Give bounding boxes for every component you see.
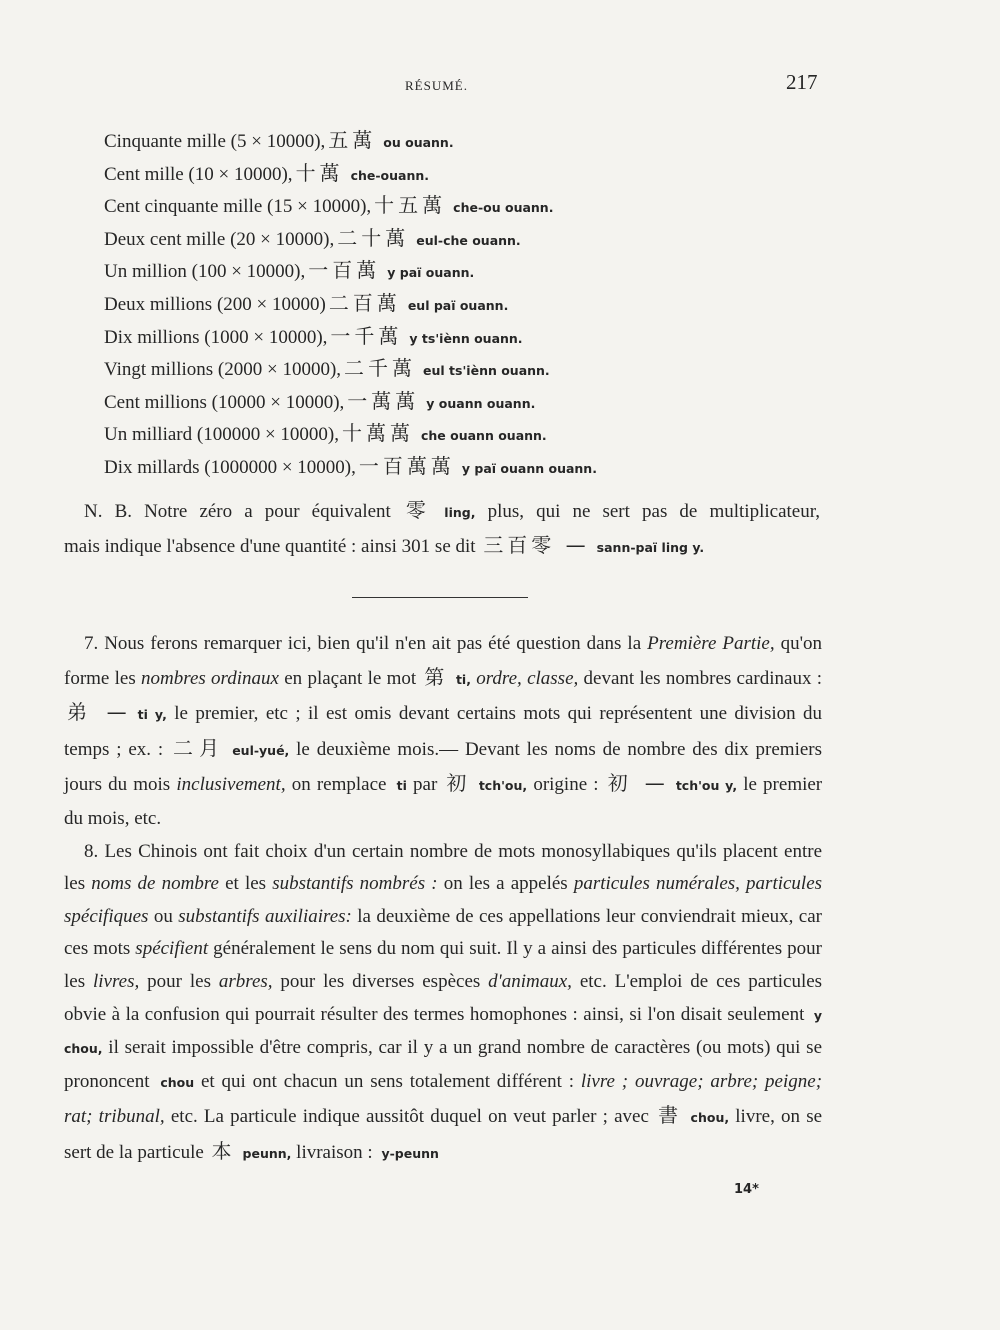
chinese-characters: 一百萬: [308, 258, 381, 283]
number-row: [104, 320, 844, 353]
text-run: ou: [153, 905, 173, 927]
text-run: on les a appelés: [443, 873, 568, 895]
number-row: [104, 189, 844, 222]
chinese-characters: 第: [424, 664, 449, 689]
chinese-characters: 弟 —: [67, 700, 131, 725]
number-label: Dix millards (1000000 × 10000),: [104, 456, 356, 478]
text-run: et qui ont chacun un sens totalement différent :: [200, 1070, 574, 1092]
number-row: [104, 287, 844, 320]
text-run: 8. Les Chinois ont fait choix d'un certain nombre de mots monosyllabiques qu'ils placent entre les: [64, 840, 822, 895]
romanization: chou,: [690, 1110, 730, 1126]
nota-bene-line: [64, 529, 820, 564]
chinese-characters: 十五萬: [374, 193, 447, 218]
text-run: on remplace: [291, 774, 387, 796]
running-header: [0, 70, 1000, 102]
text-run: livre, on se sert de la particule: [64, 1106, 823, 1163]
body-text: [64, 628, 822, 1171]
text-run: etc. L'emploi de ces particules obvie à la confusion qui pourrait résulter des termes homophones : ainsi, si l'on disait seulement: [64, 970, 823, 1025]
text-run: il serait impossible d'être compris, car il y a un grand nombre de caractères (ou mots) qui se prononcent: [64, 1037, 822, 1092]
romanization: eul paï ouann.: [407, 297, 509, 313]
romanization: tch'ou y,: [675, 778, 738, 794]
paragraph-8: [64, 836, 822, 1171]
number-label: Deux millions (200 × 10000): [104, 293, 326, 315]
text-run: par: [413, 774, 438, 796]
romanization: che-ou ouann.: [453, 200, 554, 216]
italic-term: livre ; ouvrage; arbre; peigne; rat; tribunal,: [64, 1070, 823, 1128]
chinese-characters: 二百萬: [328, 290, 401, 315]
number-row: [104, 352, 844, 385]
text-run: le premier du mois, etc.: [64, 774, 823, 829]
number-row: [104, 254, 844, 287]
romanization: chou: [160, 1074, 195, 1090]
text-run: pour les: [147, 970, 211, 992]
chinese-characters: 一百萬萬: [358, 453, 455, 478]
romanization: eul-yué,: [232, 742, 290, 758]
romanization: che ouann ouann.: [421, 428, 547, 444]
number-row: [104, 157, 844, 190]
text-run: généralement le sens du nom qui suit. Il y a ainsi des particules différentes pour les: [64, 938, 823, 992]
romanization: y chou,: [64, 1007, 823, 1057]
chinese-characters: 二千萬: [344, 356, 417, 381]
romanization: y paï ouann ouann.: [461, 460, 597, 476]
page-number: 217: [786, 70, 818, 94]
italic-term: d'animaux,: [488, 970, 572, 992]
number-label: Cinquante mille (5 × 10000),: [104, 131, 326, 152]
number-list: [104, 124, 844, 483]
romanization: ou ouann.: [383, 135, 454, 150]
number-label: Cent millions (10000 × 10000),: [104, 391, 345, 413]
romanization: y ts'iènn ouann.: [409, 330, 523, 346]
nota-bene: [64, 494, 820, 564]
text-run: le deuxième mois.— Devant les noms de nombre des dix premiers jours du mois: [64, 738, 823, 796]
italic-term: nombres ordinaux: [141, 667, 279, 689]
section-divider: [352, 597, 528, 598]
number-label: Vingt millions (2000 × 10000),: [104, 359, 342, 381]
romanization: ti,: [455, 671, 471, 687]
text-run: qu'on forme les: [64, 633, 823, 689]
italic-term: livres,: [93, 970, 140, 992]
number-label: Deux cent mille (20 × 10000),: [104, 228, 335, 250]
romanization: eul-che ouann.: [416, 232, 521, 248]
chinese-characters: 初: [446, 771, 472, 796]
chinese-characters: 書: [658, 1103, 684, 1128]
romanization: che-ouann.: [350, 167, 430, 183]
text-run: N. B. Notre zéro a pour équivalent: [84, 501, 391, 522]
italic-term: spécifient: [135, 938, 209, 960]
nota-bene-line: [64, 494, 820, 529]
text-run: etc. La particule indique aussitôt duquel on veut parler ; avec: [170, 1106, 649, 1128]
text-run: en plaçant le mot: [284, 667, 417, 689]
chinese-characters: 五萬: [328, 128, 377, 152]
text-run: pour les diverses espèces: [280, 970, 481, 992]
romanization: sann-paï ling y.: [596, 540, 705, 555]
romanization: eul ts'iènn ouann.: [423, 363, 550, 379]
number-row: [104, 222, 844, 255]
number-row: [104, 385, 844, 418]
chinese-characters: 零: [405, 498, 438, 522]
romanization: ti y,: [137, 707, 167, 723]
text-run: livraison :: [296, 1141, 373, 1163]
chinese-characters: 一千萬: [330, 323, 403, 348]
text-run: devant les nombres cardinaux :: [583, 667, 823, 689]
romanization: y ouann ouann.: [426, 395, 536, 411]
italic-term: particules numérales, particules spécifiques: [64, 873, 823, 927]
number-label: Un million (100 × 10000),: [104, 261, 306, 283]
chinese-characters: 本: [211, 1138, 236, 1163]
number-label: Cent cinquante mille (15 × 10000),: [104, 196, 372, 218]
number-row: [104, 124, 844, 157]
italic-term: inclusivement,: [176, 774, 286, 796]
text-run: le premier, etc ; il est omis devant certains mots qui représentent une division du temps ; ex. :: [64, 703, 823, 760]
italic-term: ordre, classe,: [476, 667, 579, 689]
text-run: origine :: [533, 774, 599, 796]
italic-term: noms de nombre: [91, 873, 219, 895]
chinese-characters: 十萬: [295, 160, 344, 185]
italic-term: Première Partie,: [647, 633, 775, 654]
number-label: Cent mille (10 × 10000),: [104, 163, 293, 185]
text-run: mais indique l'absence d'une quantité : ainsi 301 se dit: [64, 536, 476, 557]
romanization: y-peunn: [381, 1145, 439, 1161]
number-row: [104, 450, 844, 483]
number-label: Un milliard (100000 × 10000),: [104, 424, 339, 446]
number-row: [104, 417, 844, 450]
text-run: la deuxième de ces appellations leur conviendrait mieux, car ces mots: [64, 905, 822, 960]
romanization: ti: [396, 778, 407, 794]
chinese-characters: 初 —: [607, 771, 669, 796]
paragraph-7: [64, 628, 822, 836]
italic-term: substantifs auxiliaires:: [178, 905, 352, 927]
romanization: ling,: [444, 505, 476, 520]
romanization: peunn,: [242, 1145, 292, 1161]
chinese-characters: 十萬萬: [342, 421, 414, 446]
chinese-characters: 二十萬: [337, 225, 410, 250]
chinese-characters: 一萬萬: [347, 388, 420, 413]
text-run: 7. Nous ferons remarquer ici, bien qu'il n'en ait pas été question dans la: [84, 633, 642, 654]
signature-mark: 14*: [734, 1182, 759, 1197]
text-run: et les: [225, 873, 267, 895]
romanization: tch'ou,: [478, 778, 528, 794]
chinese-characters: 二月: [173, 735, 226, 760]
italic-term: substantifs nombrés :: [272, 873, 438, 895]
romanization: y paï ouann.: [387, 265, 475, 281]
running-title: RÉSUMÉ.: [405, 78, 468, 93]
text-run: plus, qui ne sert pas de multiplicateur,: [487, 501, 821, 522]
chinese-characters: 三百零 —: [483, 533, 590, 557]
number-label: Dix millions (1000 × 10000),: [104, 326, 328, 348]
italic-term: arbres,: [218, 970, 273, 992]
